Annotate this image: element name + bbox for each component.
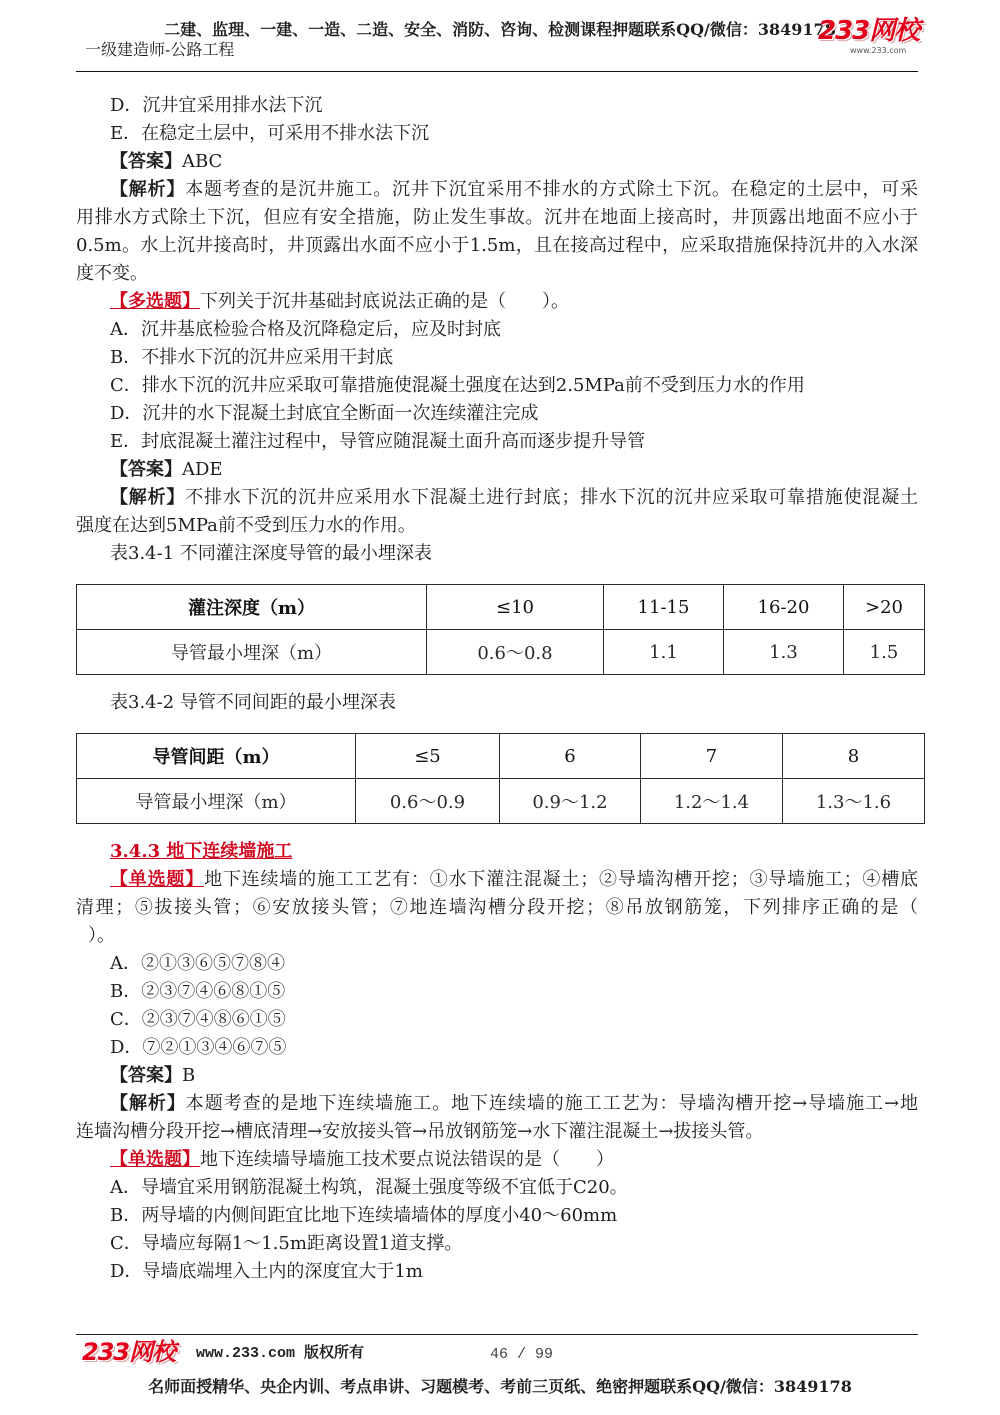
question-type-tag: 【单选题】 (110, 1149, 200, 1170)
header-promo: 二建、监理、一建、一造、二造、安全、消防、咨询、检测课程押题联系QQ/微信：3849178 (164, 20, 836, 39)
brand-logo-site: www.233.com (850, 46, 907, 55)
answer-label: 【答案】 (110, 1065, 182, 1086)
answer-label: 【答案】 (110, 151, 182, 172)
question-stem-text: 地下连续墙的施工工艺有：①水下灌注混凝土；②导墙沟槽开挖；③导墙施工；④槽底 (204, 869, 919, 890)
table-header-cell: >20 (844, 585, 925, 630)
table-header-cell: 11-15 (604, 585, 724, 630)
brand-logo-text: 233网校 (818, 16, 920, 46)
table-header-cell: 导管间距（m） (77, 734, 356, 779)
option-c: C．②③⑦④⑧⑥①⑤ (110, 1009, 286, 1030)
header-subtitle: 一级建造师-公路工程 (85, 40, 235, 59)
table-header-cell: ≤10 (427, 585, 604, 630)
question-stem-text: 下列关于沉井基础封底说法正确的是（ ）。 (200, 291, 569, 312)
option-c: C．导墙应每隔1～1.5m距离设置1道支撑。 (110, 1233, 463, 1254)
option-a: A．沉井基底检验合格及沉降稳定后，应及时封底 (110, 319, 501, 340)
answer-value: B (182, 1065, 196, 1086)
option-e: E．封底混凝土灌注过程中，导管应随混凝土面升高而逐步提升导管 (110, 431, 646, 452)
analysis-line: 度不变。 (76, 263, 148, 284)
footer-logo: 233网校 (82, 1338, 176, 1366)
analysis-line: 强度在达到5MPa前不受到压力水的作用。 (76, 515, 416, 536)
table-pipe-spacing (76, 733, 925, 824)
table-row (77, 779, 925, 824)
option-a: A．②①③⑥⑤⑦⑧④ (110, 953, 285, 974)
analysis-line: 用排水方式除土下沉，但应有安全措施，防止发生事故。沉井在地面上接高时，井顶露出地面不应小于 (76, 207, 918, 228)
table-header-row (77, 585, 925, 630)
table-cell: 导管最小埋深（m） (77, 630, 427, 675)
analysis-text: 不排水下沉的沉井应采用水下混凝土进行封底；排水下沉的沉井应采取可靠措施使混凝土 (185, 487, 919, 508)
analysis-label: 【解析】 (110, 487, 186, 508)
answer-value: ADE (182, 459, 223, 480)
answer-line (76, 456, 918, 484)
footer-copyright: www.233.com 版权所有 (196, 1345, 365, 1362)
table-header-cell: 6 (500, 734, 641, 779)
analysis-line (76, 176, 918, 204)
answer-line (76, 1062, 918, 1090)
table-pour-depth (76, 584, 925, 675)
question-stem-line: 清理；⑤拔接头管；⑥安放接头管；⑦地连墙沟槽分段开挖；⑧吊放钢筋笼，下列排序正确的是（ (76, 897, 918, 918)
option-a: A．导墙宜采用钢筋混凝土构筑，混凝土强度等级不宜低于C20。 (110, 1177, 628, 1198)
table-cell: 1.3 (724, 630, 844, 675)
section-heading-text: 3.4.3 地下连续墙施工 (110, 841, 293, 862)
table-header-cell: 7 (641, 734, 783, 779)
header-divider (76, 71, 918, 72)
question-type-tag: 【单选题】 (110, 869, 205, 890)
footer-divider (76, 1334, 918, 1335)
analysis-text: 本题考查的是地下连续墙施工。地下连续墙的施工工艺为：导墙沟槽开挖→导墙施工→地 (185, 1093, 918, 1114)
table-caption: 表3.4-1 不同灌注深度导管的最小埋深表 (110, 543, 432, 564)
analysis-label: 【解析】 (110, 179, 186, 200)
brand-logo (818, 16, 930, 56)
table-header-cell: 16-20 (724, 585, 844, 630)
table-cell: 1.2～1.4 (641, 779, 783, 824)
analysis-line: 0.5m。水上沉井接高时，井顶露出水面不应小于1.5m，且在接高过程中，应采取措施保持沉井的入水深 (76, 235, 918, 256)
option-b: B．②③⑦④⑥⑧①⑤ (110, 981, 286, 1002)
table-cell: 导管最小埋深（m） (77, 779, 356, 824)
option-d: D．沉井的水下混凝土封底宜全断面一次连续灌注完成 (110, 403, 539, 424)
question-stem (76, 866, 918, 894)
page-number: 46 / 99 (490, 1346, 554, 1363)
option-d: D．⑦②①③④⑥⑦⑤ (110, 1037, 287, 1058)
table-cell: 0.6～0.9 (356, 779, 500, 824)
table-header-cell: 灌注深度（m） (77, 585, 427, 630)
table-header-cell: 8 (783, 734, 925, 779)
option-d: D．沉井宜采用排水法下沉 (110, 95, 323, 116)
answer-label: 【答案】 (110, 459, 182, 480)
table-cell: 1.3～1.6 (783, 779, 925, 824)
table-cell: 1.5 (844, 630, 925, 675)
option-c: C．排水下沉的沉井应采取可靠措施使混凝土强度在达到2.5MPa前不受到压力水的作用 (110, 375, 805, 396)
question-stem (76, 1146, 918, 1174)
table-header-row (77, 734, 925, 779)
question-type-tag: 【多选题】 (110, 291, 200, 312)
table-cell: 0.6～0.8 (427, 630, 604, 675)
page-content (76, 92, 918, 1286)
table-cell: 1.1 (604, 630, 724, 675)
table-row (77, 630, 925, 675)
option-d: D．导墙底端埋入土内的深度宜大于1m (110, 1261, 423, 1282)
option-b: B．两导墙的内侧间距宜比地下连续墙墙体的厚度小40～60mm (110, 1205, 618, 1226)
analysis-line (76, 1090, 918, 1118)
table-header-cell: ≤5 (356, 734, 500, 779)
option-e: E．在稳定土层中，可采用不排水法下沉 (110, 123, 430, 144)
analysis-line: 连墙沟槽分段开挖→槽底清理→安放接头管→吊放钢筋笼→水下灌注混凝土→拔接头管。 (76, 1121, 764, 1142)
footer-promo: 名师面授精华、央企内训、考点串讲、习题模考、考前三页纸、绝密押题联系QQ/微信：3849178 (148, 1377, 852, 1396)
section-heading (76, 838, 918, 866)
question-stem-line: ）。 (88, 925, 115, 946)
analysis-line (76, 484, 918, 512)
table-caption: 表3.4-2 导管不同间距的最小埋深表 (110, 692, 396, 713)
analysis-label: 【解析】 (110, 1093, 186, 1114)
question-stem-text: 地下连续墙导墙施工技术要点说法错误的是（ ） (200, 1149, 614, 1170)
answer-line (76, 148, 918, 176)
table-cell: 0.9～1.2 (500, 779, 641, 824)
answer-value: ABC (182, 151, 223, 172)
analysis-text: 本题考查的是沉井施工。沉井下沉宜采用不排水的方式除土下沉。在稳定的土层中，可采 (185, 179, 919, 200)
question-stem (76, 288, 918, 316)
option-b: B．不排水下沉的沉井应采用干封底 (110, 347, 394, 368)
